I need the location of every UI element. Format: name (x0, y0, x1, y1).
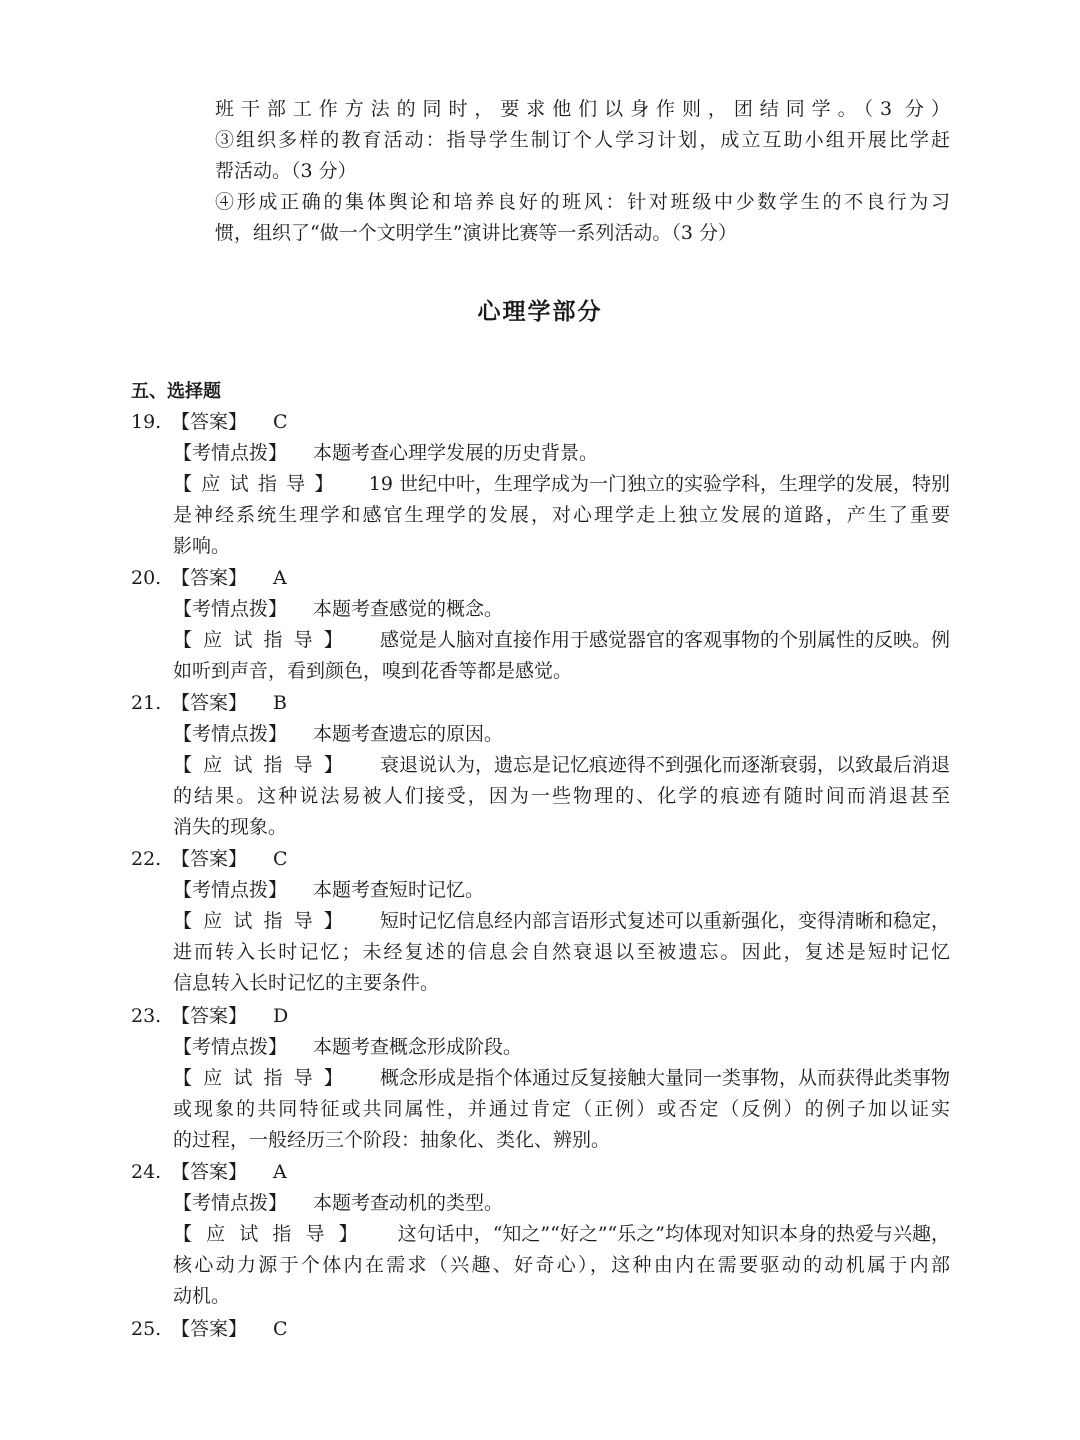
guide-label: 【应试指导】 (173, 1067, 354, 1089)
question-24-point (173, 1189, 950, 1217)
guide-text: 感觉是人脑对直接作用于感觉器官的客观事物的个别属性的反映。例 (379, 629, 950, 651)
guide-continuation: 的过程，一般经历三个阶段：抽象化、类化、辨别。 (173, 1129, 611, 1151)
question-21-answer-line (131, 689, 287, 717)
guide-label: 【应试指导】 (173, 910, 354, 932)
answer-label: 【答案】 (171, 848, 248, 870)
guide-text: 19 世纪中叶，生理学成为一门独立的实验学科，生理学的发展，特别 (368, 473, 950, 495)
question-20-point (173, 595, 950, 623)
question-19-point (173, 439, 950, 467)
answer-label: 【答案】 (171, 1161, 248, 1183)
question-23-answer-line (131, 1002, 288, 1030)
intro-line: ④形成正确的集体舆论和培养良好的班风：针对班级中少数学生的不良行为习 (215, 191, 950, 213)
question-number: 20. (131, 567, 162, 589)
intro-line: 班干部工作方法的同时，要求他们以身作则，团结同学。（3 分） (215, 98, 950, 120)
answer-label: 【答案】 (171, 1318, 248, 1340)
guide-continuation: 影响。 (173, 535, 231, 557)
question-22-guide (173, 907, 950, 935)
point-label: 【考情点拨】 (173, 723, 288, 745)
answer-value: C (273, 848, 288, 870)
guide-continuation: 核心动力源于个体内在需求（兴趣、好奇心），这种由内在需要驱动的动机属于内部 (173, 1254, 950, 1276)
guide-continuation: 进而转入长时记忆；未经复述的信息会自然衰退以至被遗忘。因此，复述是短时记忆 (173, 941, 950, 963)
point-label: 【考情点拨】 (173, 1192, 288, 1214)
point-text: 本题考查短时记忆。 (313, 879, 485, 901)
point-label: 【考情点拨】 (173, 1036, 288, 1058)
answer-label: 【答案】 (171, 567, 248, 589)
intro-line: 惯，组织了“做一个文明学生”演讲比赛等一系列活动。（3 分） (215, 222, 738, 244)
question-number: 24. (131, 1161, 162, 1183)
question-number: 19. (131, 411, 162, 433)
guide-continuation: 消失的现象。 (173, 816, 288, 838)
guide-text: 衰退说认为，遗忘是记忆痕迹得不到强化而逐渐衰弱，以致最后消退 (379, 754, 950, 776)
point-text: 本题考查感觉的概念。 (313, 598, 504, 620)
point-text: 本题考查概念形成阶段。 (313, 1036, 523, 1058)
question-24-answer-line (131, 1158, 287, 1186)
question-number: 25. (131, 1318, 162, 1340)
question-20-guide (173, 626, 950, 654)
guide-continuation: 或现象的共同特征或共同属性，并通过肯定（正例）或否定（反例）的例子加以证实 (173, 1098, 950, 1120)
question-number: 23. (131, 1005, 162, 1027)
question-21-guide (173, 751, 950, 779)
answer-label: 【答案】 (171, 692, 248, 714)
question-23-point (173, 1033, 950, 1061)
answer-value: C (273, 1318, 288, 1340)
answer-value: D (273, 1005, 289, 1027)
guide-text: 短时记忆信息经内部言语形式复述可以重新强化，变得清晰和稳定， (379, 910, 950, 932)
guide-label: 【应试指导】 (173, 754, 354, 776)
question-22-answer-line (131, 845, 288, 873)
guide-continuation: 信息转入长时记忆的主要条件。 (173, 972, 440, 994)
guide-label: 【应试指导】 (173, 473, 343, 495)
answer-value: A (273, 567, 287, 589)
intro-line: 帮活动。（3 分） (215, 160, 357, 182)
point-label: 【考情点拨】 (173, 879, 288, 901)
question-number: 21. (131, 692, 162, 714)
point-text: 本题考查遗忘的原因。 (313, 723, 504, 745)
question-25-answer-line (131, 1315, 288, 1343)
answer-label: 【答案】 (171, 411, 248, 433)
point-label: 【考情点拨】 (173, 442, 288, 464)
answer-value: C (273, 411, 288, 433)
question-21-point (173, 720, 950, 748)
question-19-guide (173, 470, 950, 498)
question-number: 22. (131, 848, 162, 870)
point-text: 本题考查动机的类型。 (313, 1192, 504, 1214)
question-24-guide (173, 1220, 950, 1248)
guide-text: 概念形成是指个体通过反复接触大量同一类事物，从而获得此类事物 (379, 1067, 950, 1089)
section-title: 心理学部分 (477, 299, 603, 325)
point-text: 本题考查心理学发展的历史背景。 (313, 442, 599, 464)
question-22-point (173, 876, 950, 904)
guide-label: 【应试指导】 (173, 629, 354, 651)
section-heading: 五、选择题 (131, 381, 221, 402)
answer-value: B (273, 692, 287, 714)
answer-label: 【答案】 (171, 1005, 248, 1027)
guide-label: 【应试指导】 (173, 1223, 372, 1245)
guide-continuation: 的结果。这种说法易被人们接受，因为一些物理的、化学的痕迹有随时间而消退甚至 (173, 785, 950, 807)
guide-continuation: 动机。 (173, 1285, 231, 1307)
question-20-answer-line (131, 564, 287, 592)
guide-continuation: 是神经系统生理学和感官生理学的发展，对心理学走上独立发展的道路，产生了重要 (173, 504, 950, 526)
question-19-answer-line (131, 408, 288, 436)
guide-continuation: 如听到声音，看到颜色，嗅到花香等都是感觉。 (173, 660, 573, 682)
guide-text: 这句话中，“知之”“好之”“乐之”均体现对知识本身的热爱与兴趣， (397, 1223, 950, 1245)
answer-value: A (273, 1161, 287, 1183)
point-label: 【考情点拨】 (173, 598, 288, 620)
question-23-guide (173, 1064, 950, 1092)
intro-line: ③组织多样的教育活动：指导学生制订个人学习计划，成立互助小组开展比学赶 (215, 129, 950, 151)
